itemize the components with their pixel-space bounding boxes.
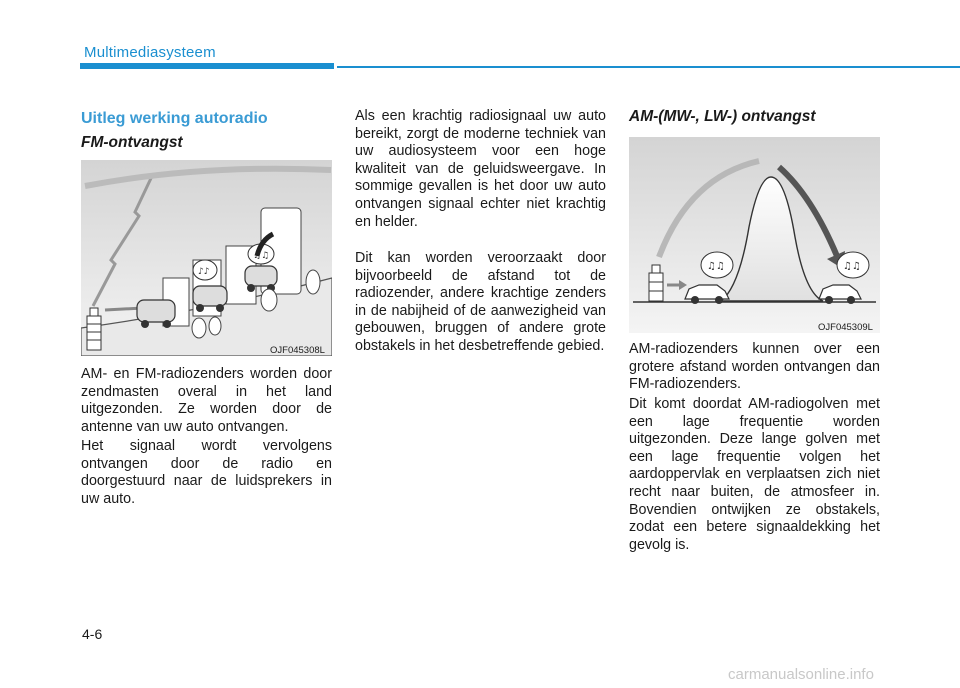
header-rule-thin [337,66,960,68]
am-paragraph-2: Dit komt doordat AM-radiogolven met een lage frequentie worden uitgezonden. Deze lange golven met een lage frequentie volgen het aardoppervlak en verplaatsen zich niet recht naar buiten, de atmosfeer in. Bovendien ontwijken ze obstakels, zodat een betere signaaldekking het gevolg is. [629,396,880,553]
fm-subtitle: FM-ontvangst [81,134,183,151]
page-number: 4-6 [82,626,103,642]
middle-paragraph-1: Als een krachtig radiosignaal uw auto bereikt, zorgt de moderne techniek van uw audiosysteem voor een hoge kwaliteit van de geluidsweergave. In sommige gevallen is het door uw auto ontvangen signaal echter niet krachtig en helder. [355,108,606,230]
fm-paragraph-2: Het signaal wordt vervolgens ontvangen door de radio en doorgestuurd naar de luidsprekers in uw auto. [81,438,332,507]
am-illustration [629,137,880,333]
svg-text:♫♫: ♫♫ [843,261,861,272]
am-subtitle: AM-(MW-, LW-) ontvangst [629,108,816,125]
watermark: carmanualsonline.info [728,666,874,683]
am-figure-code: OJF045309L [818,322,873,333]
fm-illustration [81,160,332,356]
svg-text:♫♫: ♫♫ [707,261,725,272]
header-rule-thick [80,63,334,69]
svg-text:♪♪: ♪♪ [198,267,210,277]
fm-paragraph-1: AM- en FM-radiozenders worden door zendmasten overal in het land uitgezonden. Ze worden door de antenne van uw auto ontvangen. [81,366,332,435]
fm-figure-code: OJF045308L [270,345,325,356]
section-title: Uitleg werking autoradio [81,110,268,127]
middle-paragraph-2: Dit kan worden veroorzaakt door bijvoorbeeld de afstand tot de radiozender, andere krachtige zenders in de nabijheid of de aanwezigheid van gebouwen, bruggen of andere grote obstakels in het desbetreffende gebied. [355,250,606,354]
am-paragraph-1: AM-radiozenders kunnen over een grotere afstand worden ontvangen dan FM-radiozenders. [629,341,880,393]
chapter-title: Multimediasysteem [84,44,216,61]
svg-text:♫♫: ♫♫ [253,251,270,261]
